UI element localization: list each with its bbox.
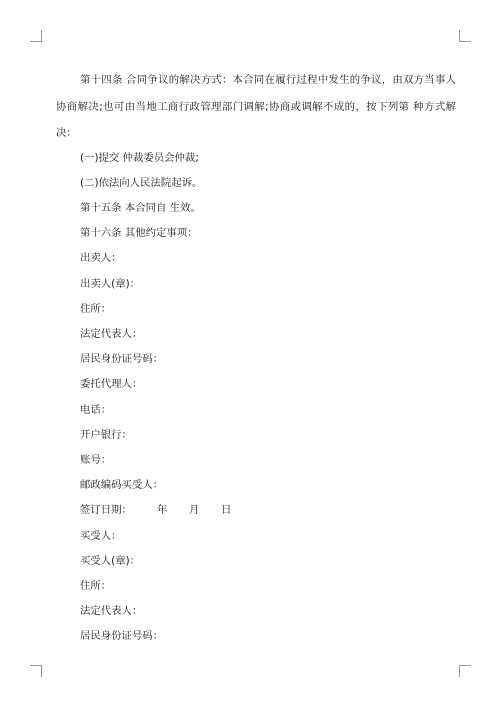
article-14-paragraph: 第十四条 合同争议的解决方式：本合同在履行过程中发生的争议，由双方当事人协商解决;也可由当地工商行政管理部门调解;协商或调解不成的，按下列第 种方式解决： — [56, 74, 456, 139]
sign-date-day: 日 — [221, 504, 232, 517]
seller-seal-line: 出卖人(章)： — [80, 277, 141, 290]
seller-legal-rep-line: 法定代表人： — [80, 327, 143, 340]
option-1-line: (一)提交 仲裁委员会仲裁; — [80, 151, 199, 164]
seller-id-number-line: 居民身份证号码： — [80, 353, 164, 366]
seller-address-line: 住所： — [80, 302, 112, 315]
sign-date-year: 年 — [157, 504, 168, 517]
crop-mark-bottom-left — [30, 665, 42, 677]
crop-mark-top-left — [30, 30, 42, 42]
buyer-address-line: 住所： — [80, 579, 112, 592]
article-16-line: 第十六条 其他约定事项： — [80, 227, 198, 240]
sign-date-month: 月 — [189, 504, 200, 517]
sign-date-label: 签订日期： — [80, 504, 132, 517]
crop-mark-top-right — [459, 30, 471, 42]
document-body — [56, 67, 456, 650]
buyer-id-number-line: 居民身份证号码： — [80, 630, 164, 643]
crop-mark-bottom-right — [459, 665, 471, 677]
seller-account-line: 账号： — [80, 453, 112, 466]
seller-phone-line: 电话： — [80, 403, 112, 416]
seller-bank-line: 开户银行： — [80, 428, 132, 441]
buyer-seal-line: 买受人(章)： — [80, 554, 141, 567]
sign-date-line — [56, 498, 456, 523]
seller-agent-line: 委托代理人： — [80, 378, 143, 391]
postcode-buyer-line: 邮政编码买受人： — [80, 479, 164, 492]
seller-line: 出卖人： — [80, 252, 122, 265]
buyer-line: 买受人： — [80, 529, 122, 542]
article-15-line: 第十五条 本合同自 生效。 — [80, 201, 201, 214]
buyer-legal-rep-line: 法定代表人： — [80, 605, 143, 618]
option-2-line: (二)依法向人民法院起诉。 — [80, 176, 203, 189]
